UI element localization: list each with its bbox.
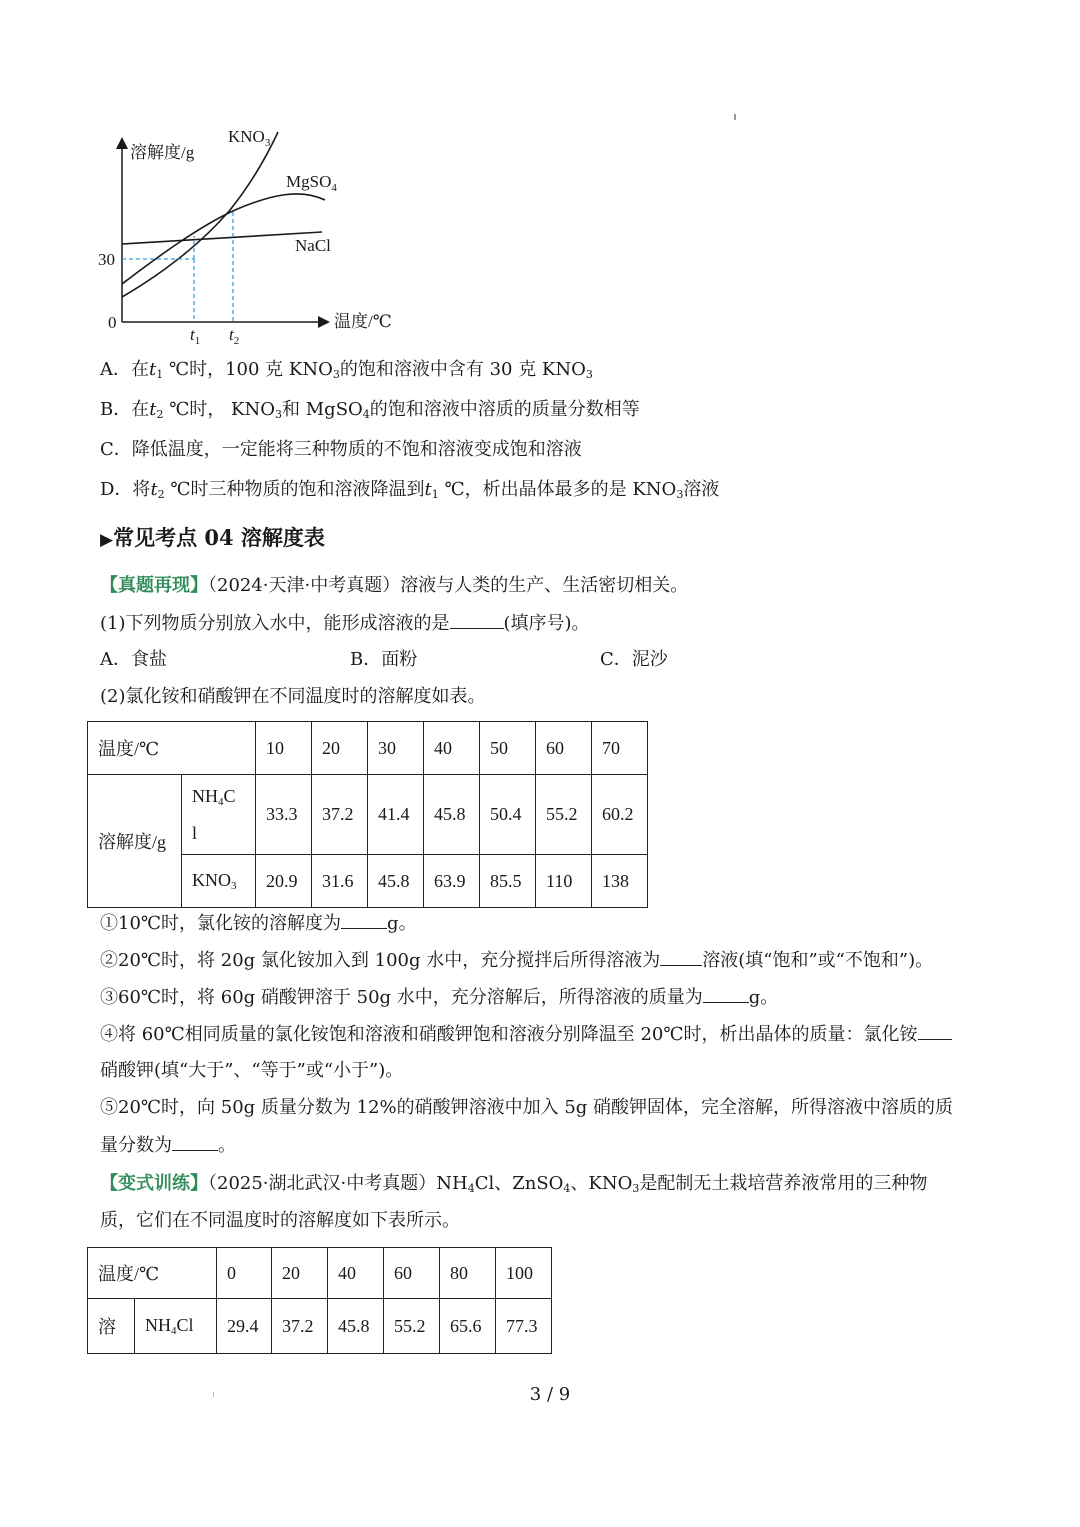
q1-intro: 【真题再现】（2024·天津·中考真题）溶液与人类的生产、生活密切相关。 <box>100 575 689 596</box>
q2-intro-line1: 【变式训练】（2025·湖北武汉·中考真题）$NH_4Cl$、ZnSO$_4$、$KNO_3$是配制无土栽培营养液常用的三种物 <box>100 1173 928 1195</box>
answer-blank[interactable] <box>660 947 702 966</box>
row-name-nh4cl: $NH_4C$ l <box>182 775 256 855</box>
series-label-nacl: NaCl <box>295 236 331 255</box>
answer-blank[interactable] <box>918 1021 952 1040</box>
temp-cell: 80 <box>440 1248 496 1299</box>
q1-choice-c: C．泥沙 <box>600 649 668 670</box>
value-cell: 45.8 <box>328 1299 384 1354</box>
temp-cell: 20 <box>272 1248 328 1299</box>
y-tick-30: 30 <box>98 250 115 269</box>
option-c: C．降低温度，一定能将三种物质的不饱和溶液变成饱和溶液 <box>100 439 582 460</box>
temp-cell: 40 <box>424 722 480 775</box>
temp-cell: 0 <box>217 1248 272 1299</box>
q1-part2: (2)氯化铵和硝酸钾在不同温度时的溶解度如表。 <box>100 686 486 707</box>
table-header-solubility: 溶 <box>88 1299 135 1354</box>
solubility-table-2 <box>87 1247 552 1354</box>
value-cell: 65.6 <box>440 1299 496 1354</box>
value-cell: 63.9 <box>424 855 480 908</box>
value-cell: 33.3 <box>256 775 312 855</box>
value-cell: 55.2 <box>384 1299 440 1354</box>
option-a: A．在$t_1$ ℃时，100 克 $KNO_3$的饱和溶液中含有 30 克 $KNO_3$ <box>100 359 593 381</box>
x-tick-t1: $t_1$ <box>190 325 201 347</box>
triangle-icon: ▶ <box>100 530 114 550</box>
q1-part1: (1)下列物质分别放入水中，能形成溶液的是 (填序号)。 <box>100 610 590 637</box>
x-tick-t2: $t_2$ <box>229 325 240 347</box>
temp-cell: 40 <box>328 1248 384 1299</box>
value-cell: 37.2 <box>272 1299 328 1354</box>
value-cell: 77.3 <box>496 1299 552 1354</box>
q1-sub4-line2: 硝酸钾(填“大于”、“等于”或“小于”)。 <box>100 1060 404 1081</box>
q1-sub1: ①10℃时，氯化铵的溶解度为 g。 <box>100 910 417 937</box>
value-cell: 60.2 <box>592 775 648 855</box>
q1-sub4-line1: ④将 60℃相同质量的氯化铵饱和溶液和硝酸钾饱和溶液分别降温至 20℃时，析出晶体的质量：氯化铵 <box>100 1021 952 1048</box>
q1-choice-b: B．面粉 <box>350 649 418 670</box>
temp-cell: 30 <box>368 722 424 775</box>
scan-speck <box>734 114 736 120</box>
value-cell: 20.9 <box>256 855 312 908</box>
temp-cell: 60 <box>536 722 592 775</box>
x-axis-label: 温度/℃ <box>334 312 392 331</box>
y-axis-label: 溶解度/g <box>130 143 195 162</box>
value-cell: 37.2 <box>312 775 368 855</box>
q1-sub5-line1: ⑤20℃时，向 50g 质量分数为 12%的硝酸钾溶液中加入 5g 硝酸钾固体，完全溶解，所得溶液中溶质的质 <box>100 1097 954 1118</box>
table-header-solubility: 溶解度/g <box>88 775 182 908</box>
temp-cell: 20 <box>312 722 368 775</box>
value-cell: 45.8 <box>424 775 480 855</box>
value-cell: 138 <box>592 855 648 908</box>
temp-cell: 50 <box>480 722 536 775</box>
page-number: 3 / 9 <box>529 1384 571 1405</box>
series-label-mgso4: MgSO$_4$ <box>286 172 337 194</box>
temp-cell: 70 <box>592 722 648 775</box>
solubility-table-1 <box>87 721 648 908</box>
value-cell: 55.2 <box>536 775 592 855</box>
value-cell: 31.6 <box>312 855 368 908</box>
q1-sub2: ②20℃时，将 20g 氯化铵加入到 100g 水中，充分搅拌后所得溶液为 溶液(填“饱和”或“不饱和”)。 <box>100 947 933 974</box>
table-header-temp: 温度/℃ <box>88 722 256 775</box>
answer-blank[interactable] <box>450 610 504 629</box>
value-cell: 85.5 <box>480 855 536 908</box>
value-cell: 110 <box>536 855 592 908</box>
q1-tag: 【真题再现】 <box>100 575 208 596</box>
temp-cell: 10 <box>256 722 312 775</box>
option-d: D．将$t_2$ ℃时三种物质的饱和溶液降温到$t_1$ ℃，析出晶体最多的是 $KNO_3$溶液 <box>100 479 720 501</box>
table-header-temp: 温度/℃ <box>88 1248 217 1299</box>
value-cell: 50.4 <box>480 775 536 855</box>
q1-choice-a: A．食盐 <box>100 649 167 670</box>
value-cell: 41.4 <box>368 775 424 855</box>
solubility-chart <box>0 0 420 360</box>
option-b: B．在$t_2$ ℃时， $KNO_3$和 MgSO$_4$的饱和溶液中溶质的质量分数相等 <box>100 399 640 421</box>
curve-nacl <box>122 232 322 244</box>
answer-blank[interactable] <box>703 984 749 1003</box>
q2-tag: 【变式训练】 <box>100 1173 208 1194</box>
temp-cell: 60 <box>384 1248 440 1299</box>
answer-blank[interactable] <box>341 910 387 929</box>
section-heading: ▶常见考点 04 溶解度表 <box>100 525 325 550</box>
series-label-kno3: $KNO_3$ <box>228 127 271 149</box>
q1-sub3: ③60℃时，将 60g 硝酸钾溶于 50g 水中，充分溶解后，所得溶液的质量为 g。 <box>100 984 778 1011</box>
q1-sub5-line2: 量分数为 。 <box>100 1132 236 1159</box>
value-cell: 29.4 <box>217 1299 272 1354</box>
q2-intro-line2: 质，它们在不同温度时的溶解度如下表所示。 <box>100 1210 460 1231</box>
origin-label: 0 <box>108 313 117 332</box>
answer-blank[interactable] <box>172 1132 218 1151</box>
temp-cell: 100 <box>496 1248 552 1299</box>
row-name-kno3: $KNO_3$ <box>182 855 256 908</box>
value-cell: 45.8 <box>368 855 424 908</box>
row-name-nh4cl: $NH_4Cl$ <box>135 1299 217 1354</box>
